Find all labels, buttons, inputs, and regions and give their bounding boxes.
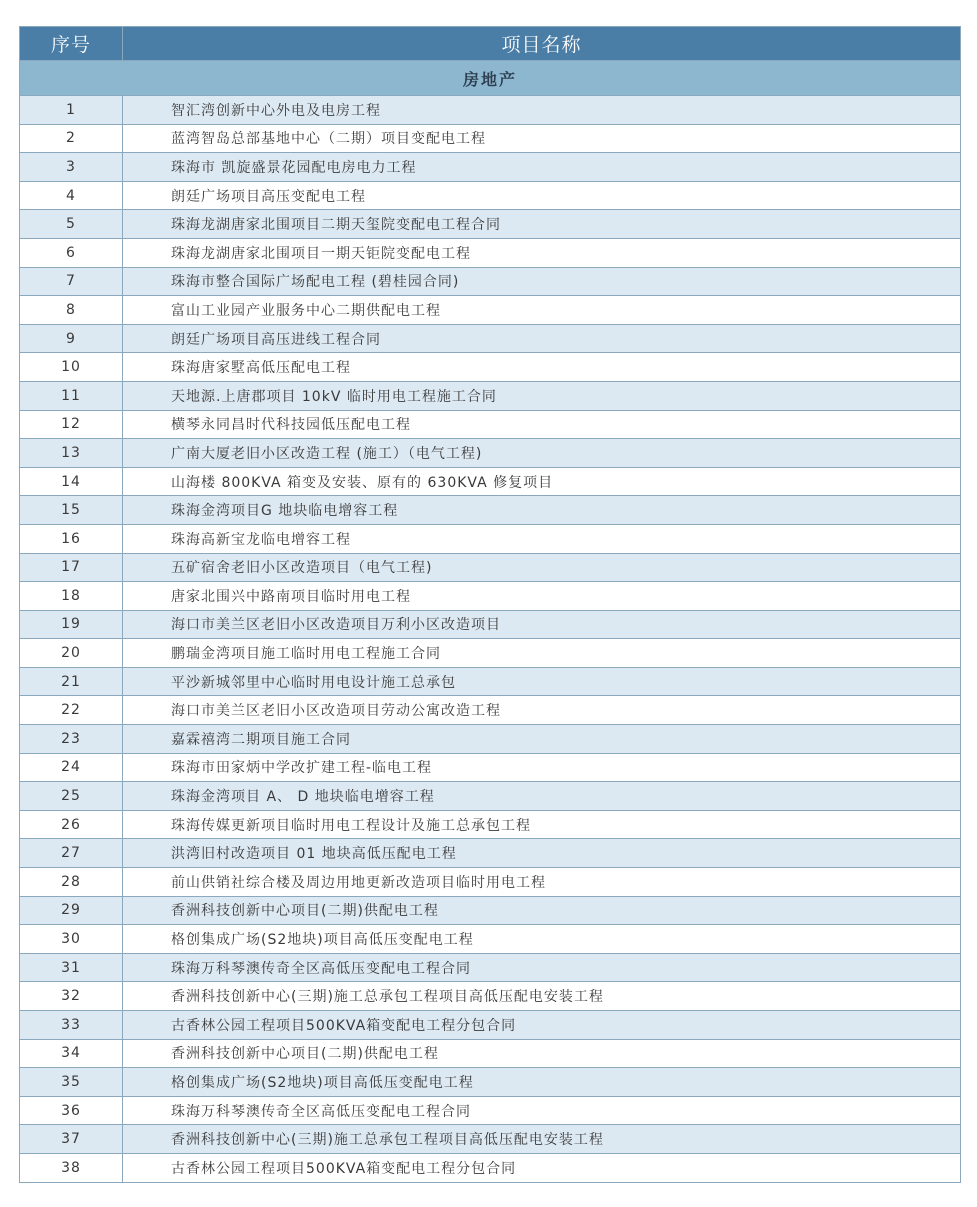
project-name: 唐家北围兴中路南项目临时用电工程 bbox=[123, 582, 961, 611]
row-number: 32 bbox=[20, 982, 123, 1011]
row-number: 18 bbox=[20, 582, 123, 611]
table-row bbox=[20, 582, 961, 611]
row-number: 10 bbox=[20, 353, 123, 382]
row-number: 25 bbox=[20, 782, 123, 811]
table-row bbox=[20, 782, 961, 811]
row-number: 21 bbox=[20, 667, 123, 696]
project-name: 珠海传媒更新项目临时用电工程设计及施工总承包工程 bbox=[123, 810, 961, 839]
table-row bbox=[20, 1068, 961, 1097]
table-row bbox=[20, 868, 961, 897]
table-row bbox=[20, 181, 961, 210]
table-row bbox=[20, 296, 961, 325]
row-number: 19 bbox=[20, 610, 123, 639]
table-row bbox=[20, 810, 961, 839]
table-row bbox=[20, 639, 961, 668]
section-title: 房地产 bbox=[20, 61, 961, 96]
row-number: 12 bbox=[20, 410, 123, 439]
table-row bbox=[20, 839, 961, 868]
table-row bbox=[20, 96, 961, 125]
table-row bbox=[20, 553, 961, 582]
project-name: 格创集成广场(S2地块)项目高低压变配电工程 bbox=[123, 1068, 961, 1097]
table-row bbox=[20, 410, 961, 439]
table-row bbox=[20, 896, 961, 925]
project-name: 珠海龙湖唐家北围项目二期天玺院变配电工程合同 bbox=[123, 210, 961, 239]
table-row bbox=[20, 124, 961, 153]
row-number: 7 bbox=[20, 267, 123, 296]
row-number: 34 bbox=[20, 1039, 123, 1068]
project-name: 珠海市 凯旋盛景花园配电房电力工程 bbox=[123, 153, 961, 182]
row-number: 17 bbox=[20, 553, 123, 582]
table-row bbox=[20, 439, 961, 468]
project-name: 平沙新城邻里中心临时用电设计施工总承包 bbox=[123, 667, 961, 696]
table-row bbox=[20, 524, 961, 553]
table-row bbox=[20, 610, 961, 639]
row-number: 6 bbox=[20, 238, 123, 267]
table-row bbox=[20, 953, 961, 982]
row-number: 11 bbox=[20, 381, 123, 410]
table-header-row bbox=[20, 27, 961, 61]
row-number: 8 bbox=[20, 296, 123, 325]
table-row bbox=[20, 1153, 961, 1182]
row-number: 30 bbox=[20, 925, 123, 954]
project-name: 洪湾旧村改造项目 01 地块高低压配电工程 bbox=[123, 839, 961, 868]
project-name: 朗廷广场项目高压变配电工程 bbox=[123, 181, 961, 210]
project-name: 珠海唐家墅高低压配电工程 bbox=[123, 353, 961, 382]
project-name: 海口市美兰区老旧小区改造项目万利小区改造项目 bbox=[123, 610, 961, 639]
row-number: 35 bbox=[20, 1068, 123, 1097]
table-row bbox=[20, 1125, 961, 1154]
table-row bbox=[20, 696, 961, 725]
row-number: 15 bbox=[20, 496, 123, 525]
row-number: 9 bbox=[20, 324, 123, 353]
table-row bbox=[20, 267, 961, 296]
project-name: 珠海市整合国际广场配电工程 (碧桂园合同) bbox=[123, 267, 961, 296]
project-name: 珠海金湾项目 A、 D 地块临电增容工程 bbox=[123, 782, 961, 811]
project-name: 香洲科技创新中心项目(二期)供配电工程 bbox=[123, 896, 961, 925]
row-number: 28 bbox=[20, 868, 123, 897]
row-number: 22 bbox=[20, 696, 123, 725]
project-name: 珠海万科琴澳传奇全区高低压变配电工程合同 bbox=[123, 1096, 961, 1125]
project-name: 珠海市田家炳中学改扩建工程-临电工程 bbox=[123, 753, 961, 782]
project-name: 珠海龙湖唐家北围项目一期天钜院变配电工程 bbox=[123, 238, 961, 267]
project-name: 香洲科技创新中心(三期)施工总承包工程项目高低压配电安装工程 bbox=[123, 982, 961, 1011]
row-number: 29 bbox=[20, 896, 123, 925]
project-name: 广南大厦老旧小区改造工程 (施工）（电气工程) bbox=[123, 439, 961, 468]
row-number: 26 bbox=[20, 810, 123, 839]
table-row bbox=[20, 925, 961, 954]
row-number: 24 bbox=[20, 753, 123, 782]
row-number: 37 bbox=[20, 1125, 123, 1154]
table-row bbox=[20, 667, 961, 696]
project-name: 富山工业园产业服务中心二期供配电工程 bbox=[123, 296, 961, 325]
row-number: 31 bbox=[20, 953, 123, 982]
row-number: 36 bbox=[20, 1096, 123, 1125]
project-name: 五矿宿舍老旧小区改造项目（电气工程) bbox=[123, 553, 961, 582]
row-number: 33 bbox=[20, 1011, 123, 1040]
project-name: 珠海高新宝龙临电增容工程 bbox=[123, 524, 961, 553]
table-row bbox=[20, 353, 961, 382]
table-row bbox=[20, 1011, 961, 1040]
project-name: 古香林公园工程项目500KVA箱变配电工程分包合同 bbox=[123, 1011, 961, 1040]
row-number: 2 bbox=[20, 124, 123, 153]
row-number: 38 bbox=[20, 1153, 123, 1182]
table-row bbox=[20, 725, 961, 754]
row-number: 1 bbox=[20, 96, 123, 125]
project-name: 天地源.上唐郡项目 10kV 临时用电工程施工合同 bbox=[123, 381, 961, 410]
project-name: 海口市美兰区老旧小区改造项目劳动公寓改造工程 bbox=[123, 696, 961, 725]
row-number: 14 bbox=[20, 467, 123, 496]
project-name: 香洲科技创新中心(三期)施工总承包工程项目高低压配电安装工程 bbox=[123, 1125, 961, 1154]
row-number: 13 bbox=[20, 439, 123, 468]
table-row bbox=[20, 153, 961, 182]
project-name: 智汇湾创新中心外电及电房工程 bbox=[123, 96, 961, 125]
table-row bbox=[20, 381, 961, 410]
table-row bbox=[20, 238, 961, 267]
table-row bbox=[20, 1039, 961, 1068]
project-name: 蓝湾智岛总部基地中心（二期）项目变配电工程 bbox=[123, 124, 961, 153]
project-name: 横琴永同昌时代科技园低压配电工程 bbox=[123, 410, 961, 439]
project-table bbox=[19, 26, 961, 1183]
project-name: 格创集成广场(S2地块)项目高低压变配电工程 bbox=[123, 925, 961, 954]
row-number: 4 bbox=[20, 181, 123, 210]
row-number: 20 bbox=[20, 639, 123, 668]
project-name: 鹏瑞金湾项目施工临时用电工程施工合同 bbox=[123, 639, 961, 668]
table-row bbox=[20, 982, 961, 1011]
row-number: 16 bbox=[20, 524, 123, 553]
project-name: 山海楼 800KVA 箱变及安装、原有的 630KVA 修复项目 bbox=[123, 467, 961, 496]
project-name: 朗廷广场项目高压进线工程合同 bbox=[123, 324, 961, 353]
project-name: 珠海万科琴澳传奇全区高低压变配电工程合同 bbox=[123, 953, 961, 982]
project-name: 香洲科技创新中心项目(二期)供配电工程 bbox=[123, 1039, 961, 1068]
row-number: 27 bbox=[20, 839, 123, 868]
section-row bbox=[20, 61, 961, 96]
table-row bbox=[20, 496, 961, 525]
row-number: 5 bbox=[20, 210, 123, 239]
table-row bbox=[20, 467, 961, 496]
column-header-no: 序号 bbox=[20, 27, 123, 61]
column-header-name: 项目名称 bbox=[123, 27, 961, 61]
project-name: 古香林公园工程项目500KVA箱变配电工程分包合同 bbox=[123, 1153, 961, 1182]
project-name: 嘉霖禧湾二期项目施工合同 bbox=[123, 725, 961, 754]
table-row bbox=[20, 324, 961, 353]
table-row bbox=[20, 753, 961, 782]
table-row bbox=[20, 1096, 961, 1125]
row-number: 3 bbox=[20, 153, 123, 182]
row-number: 23 bbox=[20, 725, 123, 754]
project-name: 前山供销社综合楼及周边用地更新改造项目临时用电工程 bbox=[123, 868, 961, 897]
project-name: 珠海金湾项目G 地块临电增容工程 bbox=[123, 496, 961, 525]
table-row bbox=[20, 210, 961, 239]
